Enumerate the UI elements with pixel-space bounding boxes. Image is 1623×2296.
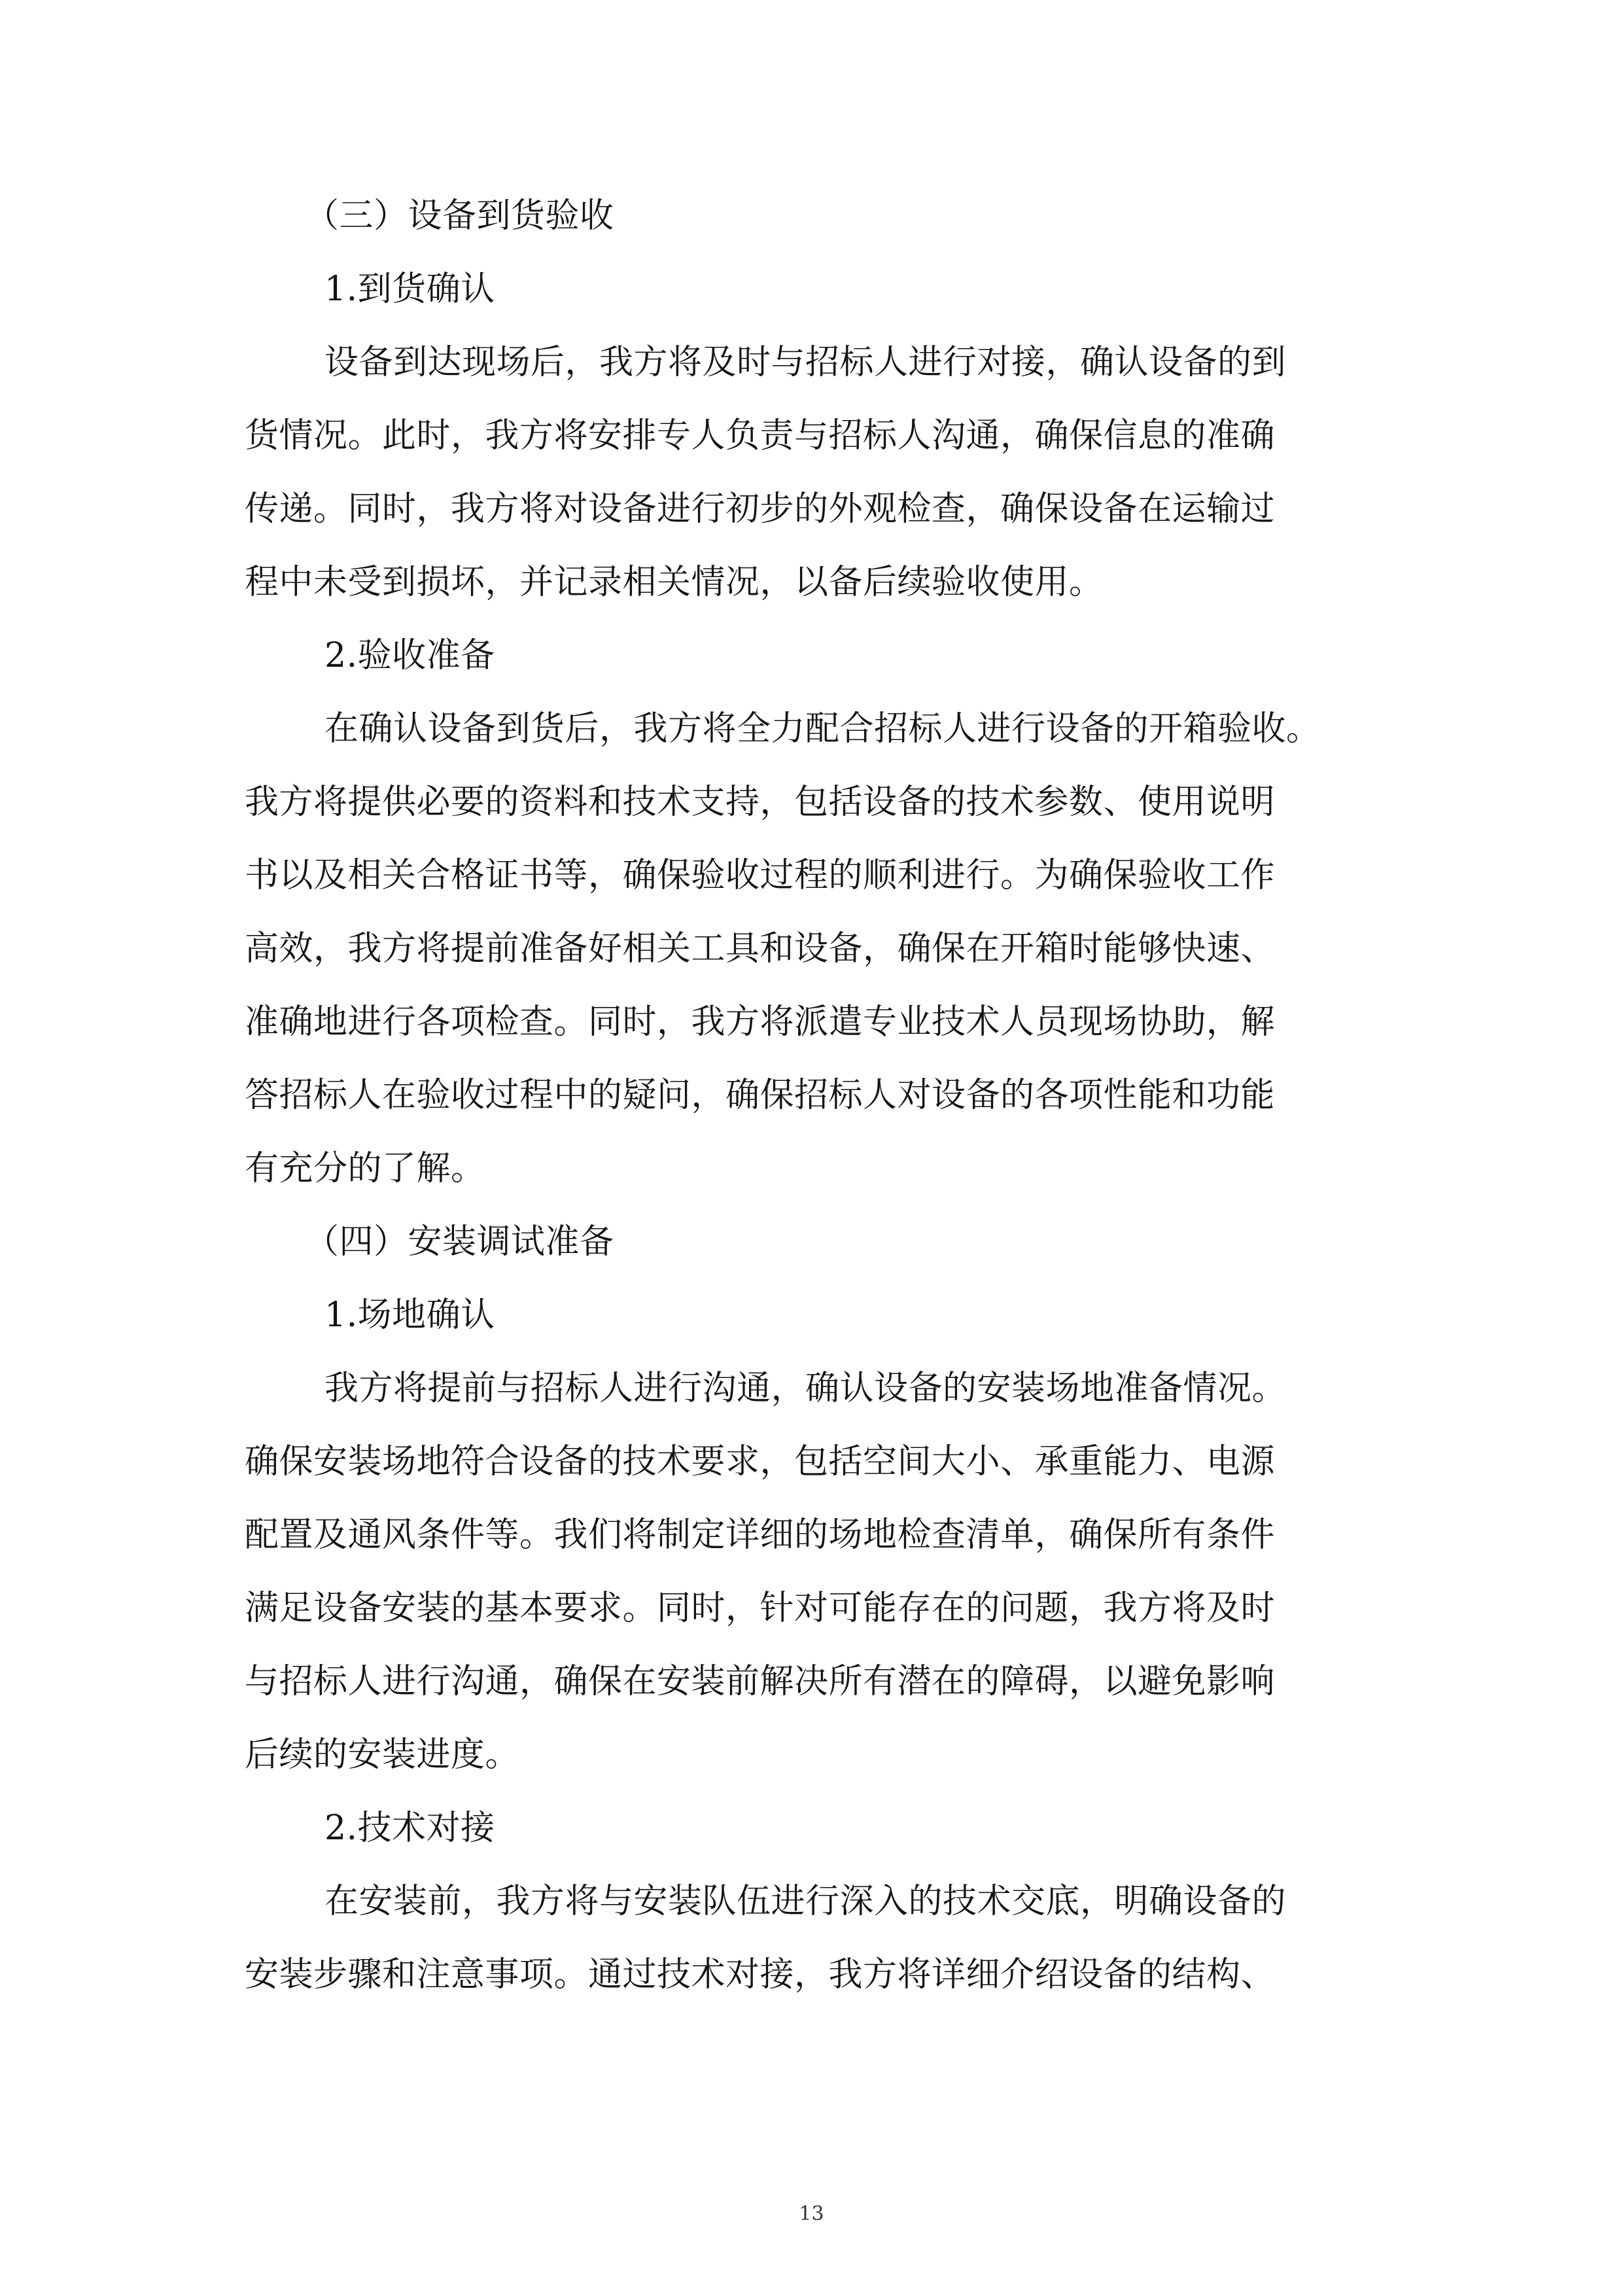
paragraph-line: 准确地进行各项检查。同时，我方将派遣专业技术人员现场协助，解	[245, 1002, 1276, 1042]
paragraph-line: 确保安装场地符合设备的技术要求，包括空间大小、承重能力、电源	[245, 1442, 1276, 1481]
paragraph-line: 与招标人进行沟通，确保在安装前解决所有潜在的障碍，以避免影响	[245, 1662, 1276, 1701]
paragraph-line: 有充分的了解。	[245, 1149, 485, 1188]
paragraph-line: 配置及通风条件等。我们将制定详细的场地检查清单，确保所有条件	[245, 1515, 1276, 1555]
paragraph-line: 程中未受到损坏，并记录相关情况，以备后续验收使用。	[245, 563, 1104, 602]
paragraph-line: 高效，我方将提前准备好相关工具和设备，确保在开箱时能够快速、	[245, 929, 1276, 968]
paragraph-line: 安装步骤和注意事项。通过技术对接，我方将详细介绍设备的结构、	[245, 1955, 1276, 1994]
subsection-heading: 1.到货确认	[324, 270, 495, 309]
paragraph-line: 我方将提供必要的资料和技术支持，包括设备的技术参数、使用说明	[245, 783, 1276, 822]
subsection-heading: 1.场地确认	[324, 1296, 495, 1335]
paragraph-line: 答招标人在验收过程中的疑问，确保招标人对设备的各项性能和功能	[245, 1076, 1276, 1115]
subsection-heading: 2.技术对接	[324, 1809, 495, 1848]
subsection-heading: 2.验收准备	[324, 636, 495, 675]
paragraph-line: 在确认设备到货后，我方将全力配合招标人进行设备的开箱验收。	[324, 709, 1321, 749]
paragraph-line: 设备到达现场后，我方将及时与招标人进行对接，确认设备的到	[324, 343, 1287, 382]
page-body	[245, 179, 1396, 2011]
paragraph-line: 在安装前，我方将与安装队伍进行深入的技术交底，明确设备的	[324, 1882, 1287, 1921]
paragraph-line: 货情况。此时，我方将安排专人负责与招标人沟通，确保信息的准确	[245, 416, 1276, 455]
section-heading: （四）安装调试准备	[305, 1222, 614, 1262]
paragraph-line: 后续的安装进度。	[245, 1735, 520, 1775]
page-number: 13	[799, 2202, 824, 2225]
paragraph-line: 满足设备安装的基本要求。同时，针对可能存在的问题，我方将及时	[245, 1589, 1276, 1628]
paragraph-line: 传递。同时，我方将对设备进行初步的外观检查，确保设备在运输过	[245, 489, 1276, 529]
section-heading: （三）设备到货验收	[305, 196, 614, 236]
paragraph-line: 书以及相关合格证书等，确保验收过程的顺利进行。为确保验收工作	[245, 856, 1276, 895]
paragraph-line: 我方将提前与招标人进行沟通，确认设备的安装场地准备情况。	[324, 1369, 1287, 1408]
